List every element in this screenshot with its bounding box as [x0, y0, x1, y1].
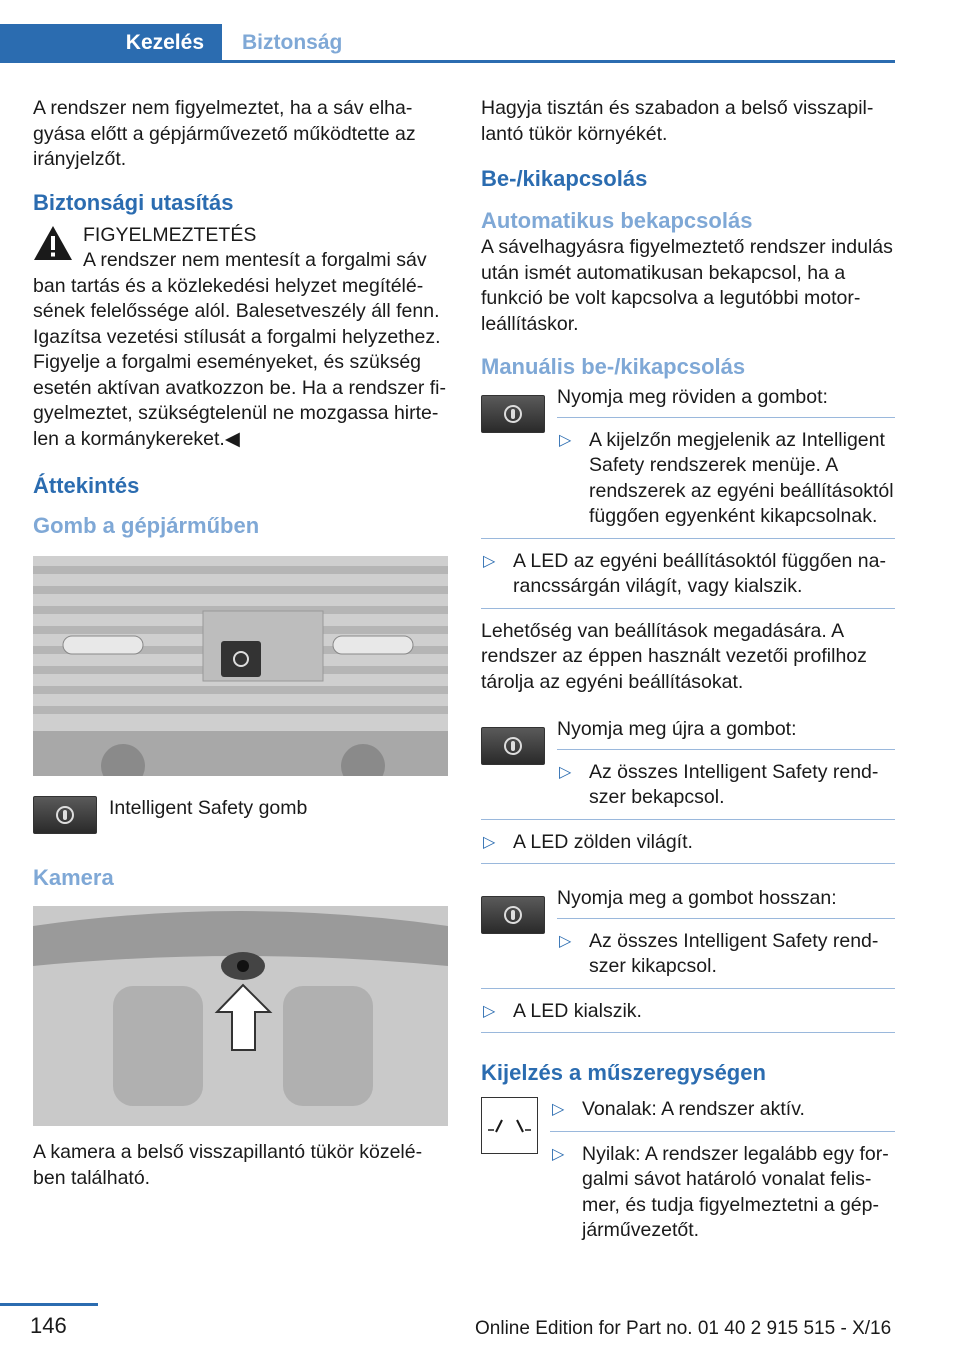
press-long-row: [481, 886, 895, 980]
onoff-heading: Be-/kikapcsolás: [481, 166, 648, 191]
page-number-line: [0, 1303, 98, 1306]
intelligent-safety-button-icon: [481, 896, 545, 934]
windshield-camera-image: [33, 906, 448, 1126]
warning-icon: [33, 225, 73, 261]
tab-biztonsag[interactable]: [222, 24, 342, 62]
warning-label: FIGYELMEZTETÉS: [83, 223, 257, 246]
press-again-row: [481, 717, 895, 811]
button-photo: [33, 556, 448, 776]
settings-text: Lehetőség van beállítások megadására. A rendszer az éppen használt vezetői profilhoz tárolja az egyéni beállításokat.: [481, 619, 867, 693]
intelligent-safety-button-icon: [481, 727, 545, 765]
press-again-text: Nyomja meg újra a gombot:: [557, 718, 797, 740]
dashboard-vent-image: [33, 556, 448, 776]
display-heading: Kijelzés a műszeregységen: [481, 1060, 766, 1085]
bullet-all-on: ▷ Az összes Intelligent Safety rendszer bekapcsol.: [557, 760, 895, 811]
manual-heading: Manuális be-/kikapcsolás: [481, 354, 746, 379]
camera-heading: Kamera: [33, 865, 114, 890]
bullet-led-off: ▷ A LED kialszik.: [481, 999, 895, 1025]
warning-block: [33, 223, 448, 453]
bullet-led-green: ▷ A LED zölden világít.: [481, 830, 895, 856]
camera-caption: A kamera a belső visszapillantó tükör közelében található.: [33, 1141, 423, 1189]
auto-heading: Automatikus bekapcsolás: [481, 208, 753, 233]
edition-footer: Online Edition for Part no. 01 40 2 915 515 - X/16: [475, 1318, 892, 1339]
bullet-arrows: ▷ Nyilak: A rendszer legalább egy forgalmi sávot határoló vonalat felismer, és tudja figyelmeztetni a gépjárművezetőt.: [550, 1142, 895, 1244]
tab-label: Kezelés: [125, 31, 204, 54]
bullet-lines: ▷ Vonalak: A rendszer aktív.: [550, 1097, 895, 1123]
intelligent-safety-button-icon: [33, 796, 97, 834]
camera-photo: [33, 906, 448, 1126]
page-number: 146: [30, 1313, 67, 1338]
left-column: [33, 96, 448, 1191]
bullet-led-orange: ▷ A LED az egyéni beállításoktól függően narancssárgán világít, vagy kialszik.: [481, 549, 895, 600]
overview-heading: Áttekintés: [33, 473, 140, 498]
bullet-all-off: ▷ Az összes Intelligent Safety rendszer kikapcsol.: [557, 929, 895, 980]
intelligent-safety-button-icon: [481, 395, 545, 433]
right-intro-text: Hagyja tisztán és szabadon a belső visszapillantó tükör környékét.: [481, 97, 874, 145]
warning-text: ban tartás és a közlekedési helyzet megítélésének felelőssége alól. Balesetveszély áll fenn. Igazítsa vezetési stílusát a forgalmi helyzethez. Figyelje a forgalmi eseményeket, és szükség esetén aktívan avatkozzon be. Ha a rendszer figyelmeztet, szükségtelenül ne mozgassa hirtelen a kormánykereket.◀: [33, 274, 446, 450]
intro-text: A rendszer nem figyelmeztet, ha a sáv elhagyása előtt a gépjárművezető működtette az irányjelzőt.: [33, 97, 416, 170]
auto-text: A sávelhagyásra figyelmeztető rendszer indulás után ismét automatikusan bekapcsol, ha a funkció be volt kapcsolva a legutóbbi motorleállításkor.: [481, 236, 893, 335]
display-row: [481, 1097, 895, 1244]
tab-kezeles[interactable]: [0, 24, 222, 62]
tab-label: Biztonság: [242, 31, 343, 54]
press-long-text: Nyomja meg a gombot hosszan:: [557, 887, 837, 909]
button-heading: Gomb a gépjárműben: [33, 513, 260, 538]
press-short-row: [481, 385, 895, 530]
lane-lines-icon: [481, 1097, 538, 1154]
safety-heading: Biztonsági utasítás: [33, 189, 234, 215]
press-short-text: Nyomja meg röviden a gombot:: [557, 386, 828, 408]
button-caption: Intelligent Safety gomb: [109, 797, 308, 819]
warning-text-first: A rendszer nem mentesít a forgalmi sáv: [83, 249, 427, 271]
right-column: [481, 96, 895, 1244]
bullet-display-menu: ▷ A kijelzőn megjelenik az Intelligent Safety rendszerek menüje. A rendszerek az egyéni beállításoktól függően egyenként kikapcsolnak.: [557, 428, 895, 530]
button-caption-row: [33, 796, 448, 834]
